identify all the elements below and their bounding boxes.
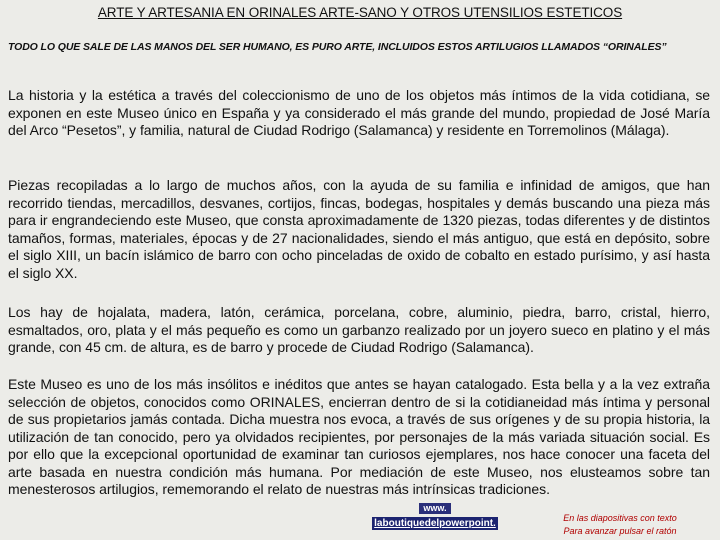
document-title: ARTE Y ARTESANIA EN ORINALES ARTE-SANO Y OTROS UTENSILIOS ESTETICOS	[97, 5, 623, 20]
document-subtitle: TODO LO QUE SALE DE LAS MANOS DEL SER HUMANO, ES PURO ARTE, INCLUIDOS ESTOS ARTILUGIOS LLAMADOS “ORINALES”	[8, 41, 667, 53]
footer-note-line-1: En las diapositivas con texto	[563, 513, 677, 523]
footer-note	[520, 512, 720, 538]
footer-note-line-2: Para avanzar pulsar el ratón	[563, 526, 677, 536]
paragraph-3: Los hay de hojalata, madera, latón, cerámica, porcelana, cobre, aluminio, piedra, barro, cristal, hierro, esmaltados, oro, plata y el más pequeño es como un garbanzo realizado por un joyero sueco en platino y el más grande, con 45 cm. de altura, es de barro y procede de Ciudad Rodrigo (Salamanca).	[8, 304, 710, 355]
website-logo[interactable]	[372, 498, 498, 529]
paragraph-1: La historia y la estética a través del coleccionismo de uno de los objetos más íntimos de la vida cotidiana, se exponen en este Museo único en España y ya considerado el más grande del mundo, propiedad de José María del Arco “Pesetos”, y familia, natural de Ciudad Rodrigo (Salamanca) y residente en Torremolinos (Málaga).	[8, 87, 710, 138]
logo-www-text: www.	[419, 503, 450, 514]
logo-site-text: laboutiquedelpowerpoint.	[372, 517, 498, 530]
paragraph-4: Este Museo es uno de los más insólitos e inéditos que antes se hayan catalogado. Esta bella y a la vez extraña selección de objetos, conocidos como ORINALES, encierran dentro de si la cotidianeidad más íntima y personal de sus propietarios jamás contada. Dicha muestra nos evoca, a través de sus orígenes y de su propia historia, la utilización de tan conocido, pero ya olvidados recipientes, por personajes de la más variada situación social. Es por ello que la excepcional oportunidad de examinar tan curiosos ejemplares, nos hace conocer una faceta del arte basada en nuestra condición más humana. Por mediación de este Museo, nos elusteamos sobre tan menesterosos artilugios, rememorando el relato de nuestras más intrínsicas tradiciones.	[8, 376, 710, 497]
paragraph-2: Piezas recopiladas a lo largo de muchos años, con la ayuda de su familia e infinidad de amigos, que han recorrido tiendas, mercadillos, desvanes, cortijos, fincas, bodegas, hospitales y demás buscando una pieza más para ir engrandeciendo este Museo, que consta aproximadamente de 1320 piezas, todas diferentes y de distintos tamaños, formas, materiales, épocas y de 27 nacionalidades, siendo el más antiguo, que está en depósito, sobre el siglo XIII, un bacín islámico de barro con ocho pinceladas de oxido de cobalto en estado purísimo, y así hasta el siglo XX.	[8, 177, 710, 281]
